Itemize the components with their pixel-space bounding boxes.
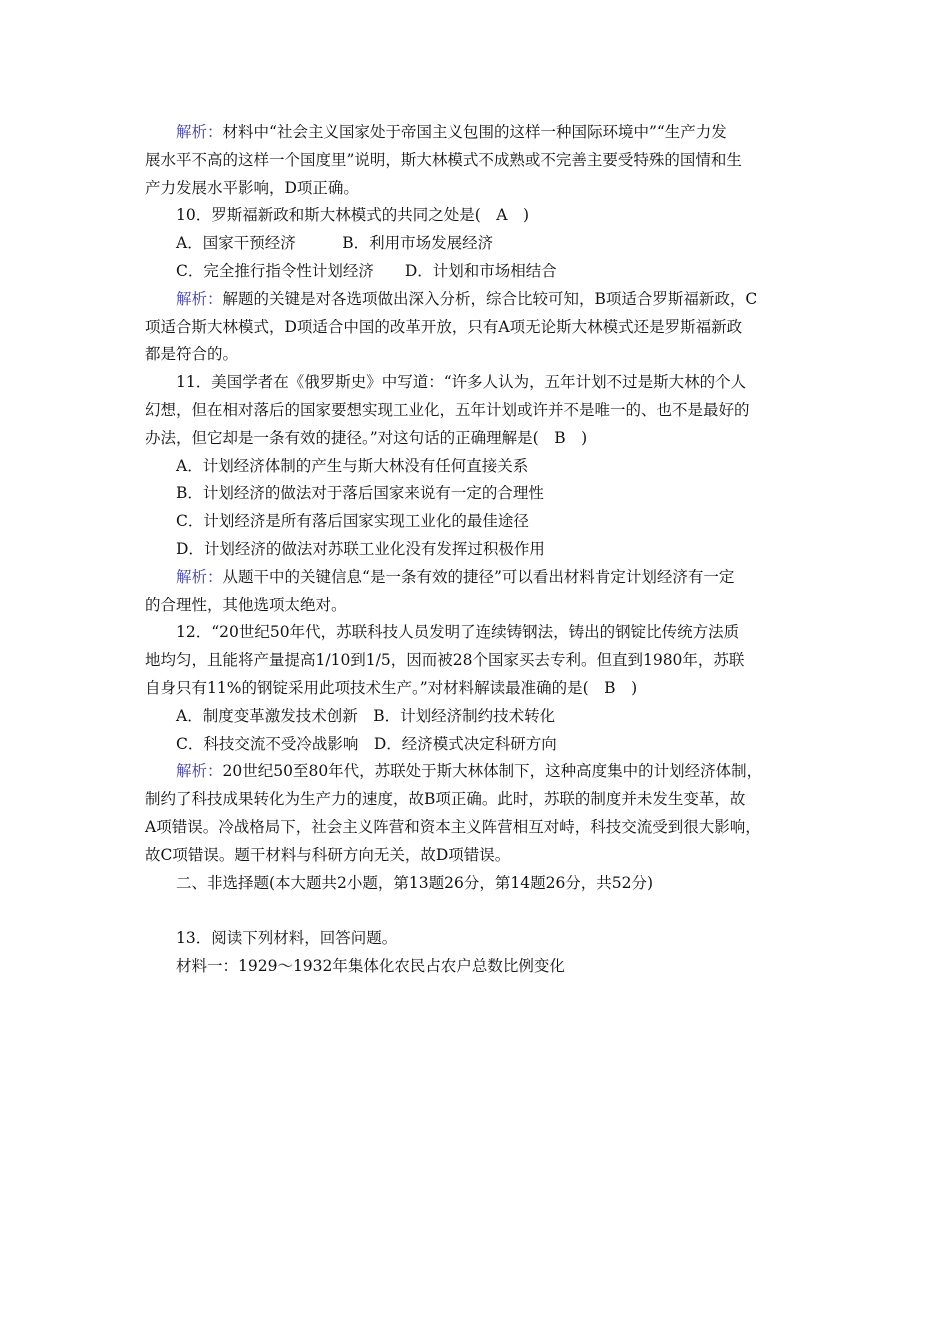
q13-stem: 13．阅读下列材料，回答问题。 — [176, 929, 398, 948]
q11-analysis-line-1 — [145, 564, 820, 592]
q11-analysis-line-2: 的合理性，其他选项太绝对。 — [145, 595, 347, 614]
q12-stem-line-2: 地均匀，且能将产量提高1/10到1/5，因而被28个国家买去专利。但直到1980年，苏联 — [145, 651, 745, 670]
q11-option-d: D．计划经济的做法对苏联工业化没有发挥过积极作用 — [176, 539, 545, 558]
q12-analysis-line-2: 制约了科技成果转化为生产力的速度，故B项正确。此时，苏联的制度并未发生变革，故 — [145, 790, 746, 809]
q12-analysis-label: 解析： — [176, 762, 223, 781]
q10-analysis-line-3: 都是符合的。 — [145, 345, 239, 364]
q10-options-row-2: C．完全推行指令性计划经济 D．计划和市场相结合 — [176, 261, 557, 280]
q12-analysis-text-1: 20世纪50至80年代，苏联处于斯大林体制下，这种高度集中的计划经济体制， — [222, 762, 763, 781]
q11-stem-line-1: 11．美国学者在《俄罗斯史》中写道：“许多人认为，五年计划不过是斯大林的个人 — [176, 373, 747, 392]
q12-analysis-line-4: 故C项错误。题干材料与科研方向无关，故D项错误。 — [145, 845, 511, 864]
q10-analysis-line-1 — [145, 286, 820, 314]
q10-analysis-text-1: 解题的关键是对各选项做出深入分析，综合比较可知，B项适合罗斯福新政，C — [222, 289, 758, 308]
q13-material-1: 材料一：1929～1932年集体化农民占农户总数比例变化 — [176, 956, 565, 975]
q12-options-row-1: A．制度变革激发技术创新 B．计划经济制约技术转化 — [176, 706, 556, 725]
q12-stem-line-1: 12．“20世纪50年代，苏联科技人员发明了连续铸钢法，铸出的钢锭比传统方法质 — [176, 623, 740, 642]
q12-analysis-line-3: A项错误。冷战格局下，社会主义阵营和资本主义阵营相互对峙，科技交流受到很大影响， — [145, 817, 761, 836]
q10-analysis-label: 解析： — [176, 289, 223, 308]
q11-stem-line-2: 幻想，但在相对落后的国家要想实现工业化，五年计划或许并不是唯一的、也不是最好的 — [145, 400, 750, 419]
q10-options-row-1: A．国家干预经济 B．利用市场发展经济 — [176, 234, 494, 253]
q12-stem-line-3: 自身只有11%的钢锭采用此项技术生产。”对材料解读最准确的是( B ) — [145, 678, 638, 697]
q12-analysis-line-1 — [145, 758, 820, 786]
q9-analysis-label: 解析： — [176, 123, 223, 141]
q12-options-row-2: C．科技交流不受冷战影响 D．经济模式决定科研方向 — [176, 734, 557, 753]
q9-analysis-line-1 — [145, 119, 820, 147]
q11-option-a: A．计划经济体制的产生与斯大林没有任何直接关系 — [176, 456, 529, 475]
section2-heading: 二、非选择题(本大题共2小题，第13题26分，第14题26分，共52分) — [176, 873, 654, 892]
q9-analysis-line-3: 产力发展水平影响，D项正确。 — [145, 178, 359, 197]
q9-analysis-text-1: 材料中“社会主义国家处于帝国主义包围的这样一种国际环境中”“生产力发 — [222, 123, 727, 141]
q11-option-b: B．计划经济的做法对于落后国家来说有一定的合理性 — [176, 484, 544, 503]
q11-analysis-text-1: 从题干中的关键信息“是一条有效的捷径”可以看出材料肯定计划经济有一定 — [222, 567, 735, 586]
q11-analysis-label: 解析： — [176, 567, 223, 586]
section-spacer — [145, 897, 820, 925]
q11-option-c: C．计划经济是所有落后国家实现工业化的最佳途径 — [176, 512, 529, 531]
q11-stem-line-3: 办法，但它却是一条有效的捷径。”对这句话的正确理解是( B ) — [145, 428, 588, 447]
document-page — [145, 119, 820, 981]
q9-analysis-line-2: 展水平不高的这样一个国度里”说明，斯大林模式不成熟或不完善主要受特殊的国情和生 — [145, 150, 742, 169]
q10-analysis-line-2: 项适合斯大林模式，D项适合中国的改革开放，只有A项无论斯大林模式还是罗斯福新政 — [145, 317, 743, 336]
q10-stem: 10．罗斯福新政和斯大林模式的共同之处是( A ) — [176, 206, 530, 225]
